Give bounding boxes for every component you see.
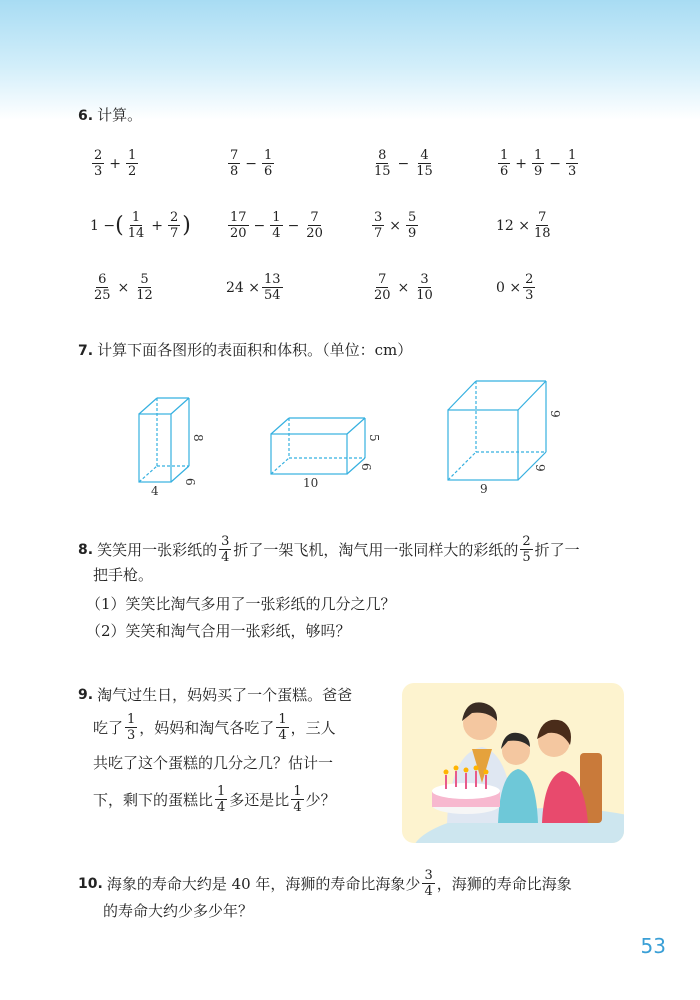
numerator: 1 [264, 148, 273, 163]
operator: − [253, 217, 266, 234]
numerator: 6 [98, 272, 107, 287]
q9-text: 吃了 [93, 718, 124, 737]
fraction [125, 712, 137, 743]
operator: + [151, 217, 163, 234]
q8-sub2: （2）笑笑和淘气合用一张彩纸，够吗？ [86, 622, 351, 640]
numerator: 1 [500, 148, 509, 163]
denominator: 3 [568, 164, 577, 179]
q8-text: 笑笑用一张彩纸的 [97, 540, 218, 559]
prefix: 12 × [496, 217, 530, 234]
denominator: 7 [374, 226, 383, 241]
denominator: 12 [136, 288, 153, 303]
denominator: 20 [306, 226, 323, 241]
fraction [276, 712, 288, 743]
numerator: 1 [534, 148, 543, 163]
denominator: 3 [94, 164, 103, 179]
operator: × [397, 279, 410, 296]
cuboid-1 [139, 398, 189, 482]
cuboid-2 [271, 418, 365, 474]
prefix: 0 × [496, 279, 522, 296]
family-cake-drawing [402, 683, 624, 843]
birthday-illustration [402, 683, 624, 843]
cube-3 [448, 381, 546, 480]
left-paren: ( [115, 212, 124, 238]
operator: − [245, 155, 258, 172]
denominator: 54 [264, 288, 281, 303]
q10-text: ，海狮的寿命比海象 [436, 874, 572, 893]
q8-sub1: （1）笑笑比淘气多用了一张彩纸的几分之几？ [86, 595, 396, 613]
q7-number: 7. [78, 343, 94, 359]
fraction [215, 784, 227, 815]
numerator: 1 [217, 784, 226, 799]
fraction [520, 534, 532, 565]
denominator: 3 [525, 288, 534, 303]
q9-number: 9. [78, 687, 94, 703]
operator: + [109, 155, 122, 172]
denominator: 15 [374, 164, 391, 179]
q8-number: 8. [78, 541, 94, 558]
q8-text: 折了一架飞机，淘气用一张同样大的彩纸的 [233, 540, 519, 559]
denominator: 4 [221, 550, 230, 565]
denominator: 25 [94, 288, 111, 303]
denominator: 9 [534, 164, 543, 179]
numerator: 5 [140, 272, 149, 287]
numerator: 2 [94, 148, 103, 163]
shape3-height-label: 9 [548, 410, 562, 418]
q9-text: ，三人 [290, 718, 336, 737]
numerator: 7 [230, 148, 239, 163]
shape1-height-label: 8 [191, 434, 205, 442]
numerator: 17 [230, 210, 247, 225]
numerator: 2 [169, 210, 179, 225]
denominator: 10 [416, 288, 433, 303]
shape2-height-label: 5 [367, 434, 381, 442]
q9-text: 少？ [305, 790, 336, 809]
denominator: 6 [264, 164, 273, 179]
operator: + [515, 155, 528, 172]
shape3-depth-label: 9 [533, 464, 547, 472]
numerator: 1 [293, 784, 302, 799]
q9-text: ，妈妈和淘气各吃了 [139, 718, 275, 737]
right-paren: ) [182, 212, 191, 238]
denominator: 15 [416, 164, 433, 179]
shape2-depth-label: 6 [359, 463, 373, 471]
q9-line3: 共吃了这个蛋糕的几分之几？估计一 [93, 754, 334, 772]
q8-text: 折了一 [534, 540, 580, 559]
denominator: 20 [374, 288, 391, 303]
numerator: 13 [264, 272, 281, 287]
numerator: 7 [310, 210, 319, 225]
prefix: 1 − [90, 217, 116, 234]
q6-title-text: 计算。 [97, 106, 143, 124]
q9-text: 淘气过生日，妈妈买了一个蛋糕。爸爸 [97, 686, 353, 704]
numerator: 7 [538, 210, 547, 225]
denominator: 20 [230, 226, 247, 241]
q9-text: 多还是比 [229, 790, 290, 809]
q6-number: 6. [78, 108, 94, 124]
numerator: 3 [221, 534, 230, 549]
denominator: 4 [293, 800, 302, 815]
denominator: 9 [408, 226, 417, 241]
q8-line1 [78, 534, 580, 565]
denominator: 4 [278, 728, 287, 743]
q7-title-text: 计算下面各图形的表面积和体积。（单位：cm） [97, 341, 413, 359]
denominator: 5 [522, 550, 531, 565]
denominator: 14 [127, 226, 145, 241]
denominator: 3 [127, 728, 136, 743]
fraction [291, 784, 303, 815]
denominator: 7 [169, 226, 179, 241]
prefix: 24 × [226, 279, 260, 296]
numerator: 7 [378, 272, 387, 287]
denominator: 4 [272, 226, 281, 241]
denominator: 18 [534, 226, 551, 241]
numerator: 1 [278, 712, 287, 727]
numerator: 1 [131, 210, 141, 225]
shape1-width-label: 4 [151, 484, 159, 498]
numerator: 3 [420, 272, 429, 287]
numerator: 3 [374, 210, 383, 225]
numerator: 1 [128, 148, 137, 163]
q8-line2: 把手枪。 [93, 566, 154, 584]
numerator: 1 [568, 148, 577, 163]
numerator: 1 [127, 712, 136, 727]
operator: − [397, 155, 410, 172]
numerator: 2 [525, 272, 534, 287]
denominator: 6 [500, 164, 509, 179]
q10-line2: 的寿命大约少多少年？ [103, 902, 254, 920]
q9-text: 下，剩下的蛋糕比 [93, 790, 214, 809]
operator: − [287, 217, 300, 234]
shape2-length-label: 10 [303, 476, 319, 490]
numerator: 4 [420, 148, 429, 163]
operator: × [117, 279, 130, 296]
numerator: 3 [424, 868, 433, 883]
q9-line1 [78, 684, 352, 706]
q10-number: 10. [78, 875, 103, 892]
denominator: 8 [230, 164, 239, 179]
shape1-depth-label: 6 [183, 478, 197, 486]
denominator: 4 [424, 884, 433, 899]
page-number: 53 [640, 934, 666, 958]
numerator: 2 [522, 534, 531, 549]
numerator: 1 [272, 210, 281, 225]
shape3-width-label: 9 [480, 482, 488, 496]
numerator: 5 [408, 210, 417, 225]
operator: × [389, 217, 402, 234]
q10-text: 海象的寿命大约是 40 年，海狮的寿命比海象少 [106, 874, 421, 893]
operator: − [549, 155, 562, 172]
q9-line2 [93, 712, 336, 743]
numerator: 8 [378, 148, 387, 163]
denominator: 2 [128, 164, 137, 179]
denominator: 4 [217, 800, 226, 815]
q10-line1 [78, 868, 572, 899]
fraction [219, 534, 231, 565]
fraction [422, 868, 434, 899]
q9-line4 [93, 784, 336, 815]
